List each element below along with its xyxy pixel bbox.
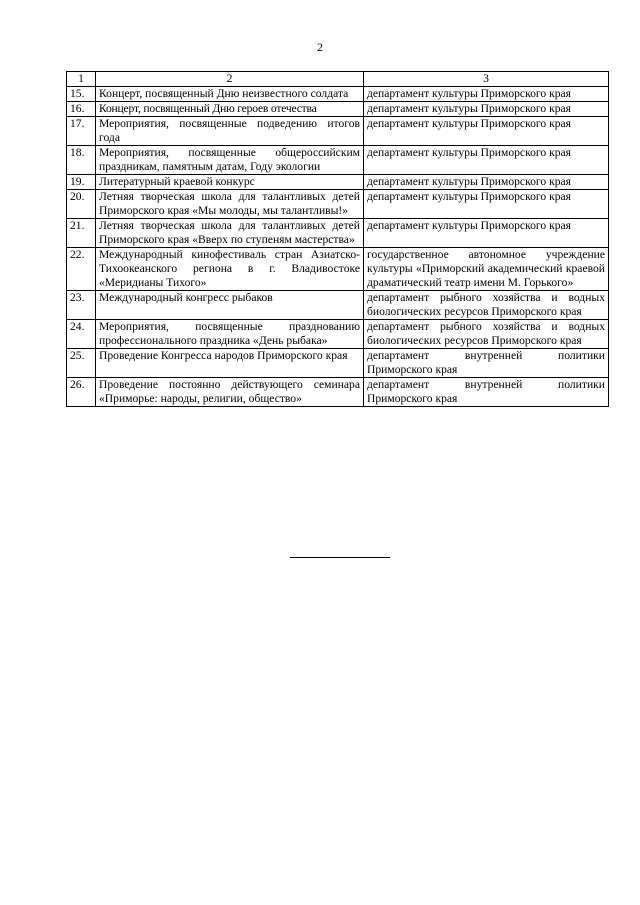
table-row	[67, 117, 609, 146]
event-name: Летняя творческая школа для талантливых детей Приморского края «Вверх по ступеням мастерства»	[96, 219, 364, 248]
responsible-department: департамент культуры Приморского края	[364, 146, 609, 175]
table-row	[67, 102, 609, 117]
event-name: Концерт, посвященный Дню героев отечества	[96, 102, 364, 117]
event-name: Концерт, посвященный Дню неизвестного солдата	[96, 87, 364, 102]
responsible-department: департамент культуры Приморского края	[364, 175, 609, 190]
table-row	[67, 219, 609, 248]
table-row	[67, 349, 609, 378]
column-header-number: 1	[67, 72, 96, 87]
table-header-row	[67, 72, 609, 87]
responsible-department: департамент культуры Приморского края	[364, 117, 609, 146]
row-number: 26.	[67, 378, 96, 407]
event-name: Мероприятия, посвященные общероссийским праздникам, памятным датам, Году экологии	[96, 146, 364, 175]
page-number: 2	[317, 40, 323, 54]
row-number: 25.	[67, 349, 96, 378]
event-name: Международный кинофестиваль стран Азиатско-Тихоокеанского региона в г. Владивостоке «Меридианы Тихого»	[96, 248, 364, 291]
event-name: Международный конгресс рыбаков	[96, 291, 364, 320]
event-name: Проведение постоянно действующего семинара «Приморье: народы, религии, общество»	[96, 378, 364, 407]
responsible-department: департамент культуры Приморского края	[364, 102, 609, 117]
table-row	[67, 87, 609, 102]
table-row	[67, 175, 609, 190]
responsible-department: департамент культуры Приморского края	[364, 190, 609, 219]
row-number: 20.	[67, 190, 96, 219]
row-number: 21.	[67, 219, 96, 248]
row-number: 23.	[67, 291, 96, 320]
table-row	[67, 190, 609, 219]
row-number: 18.	[67, 146, 96, 175]
event-name: Проведение Конгресса народов Приморского края	[96, 349, 364, 378]
responsible-department: государственное автономное учреждение культуры «Приморский академический краевой драматический театр имени М. Горького»	[364, 248, 609, 291]
column-header-event: 2	[96, 72, 364, 87]
events-table	[66, 71, 609, 407]
responsible-department: департамент культуры Приморского края	[364, 87, 609, 102]
row-number: 17.	[67, 117, 96, 146]
closing-rule	[290, 557, 390, 558]
row-number: 22.	[67, 248, 96, 291]
event-name: Летняя творческая школа для талантливых детей Приморского края «Мы молоды, мы талантливы!»	[96, 190, 364, 219]
row-number: 19.	[67, 175, 96, 190]
responsible-department: департамент культуры Приморского края	[364, 219, 609, 248]
row-number: 15.	[67, 87, 96, 102]
responsible-department: департамент внутренней политики Приморского края	[364, 378, 609, 407]
event-name: Мероприятия, посвященные подведению итогов года	[96, 117, 364, 146]
column-header-department: 3	[364, 72, 609, 87]
table-row	[67, 378, 609, 407]
table-row	[67, 291, 609, 320]
event-name: Мероприятия, посвященные празднованию профессионального праздника «День рыбака»	[96, 320, 364, 349]
responsible-department: департамент рыбного хозяйства и водных биологических ресурсов Приморского края	[364, 291, 609, 320]
event-name: Литературный краевой конкурс	[96, 175, 364, 190]
responsible-department: департамент рыбного хозяйства и водных биологических ресурсов Приморского края	[364, 320, 609, 349]
row-number: 16.	[67, 102, 96, 117]
table-row	[67, 248, 609, 291]
responsible-department: департамент внутренней политики Приморского края	[364, 349, 609, 378]
table-row	[67, 320, 609, 349]
row-number: 24.	[67, 320, 96, 349]
table-row	[67, 146, 609, 175]
